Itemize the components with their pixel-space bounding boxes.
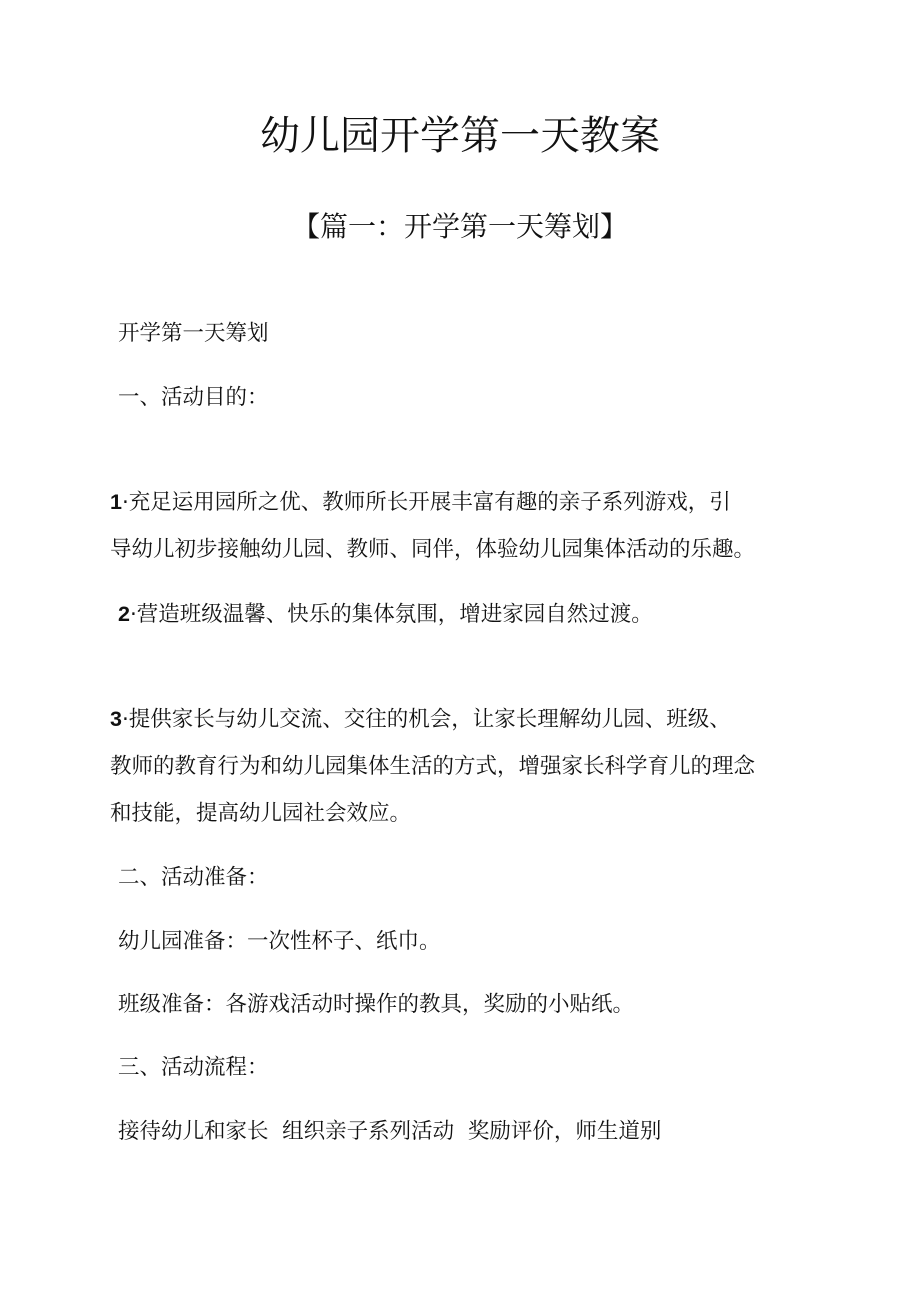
- activity-flow: 接待幼儿和家长 组织亲子系列活动 奖励评价，师生道别: [118, 1119, 662, 1144]
- goal-3-line-1: [110, 703, 731, 736]
- goal-2-number: 2: [118, 602, 130, 626]
- section-heading-preparation: 二、活动准备：: [118, 865, 269, 890]
- goal-1-line-1: [110, 486, 731, 519]
- goal-2-text-1: ·营造班级温馨、快乐的集体氛围，增进家园自然过渡。: [129, 602, 653, 627]
- goal-1-number: 1: [110, 490, 122, 514]
- goal-1-line-2: 导幼儿初步接触幼儿园、教师、同伴，体验幼儿园集体活动的乐趣。: [110, 537, 756, 562]
- document-subtitle: 【篇一：开学第一天筹划】: [291, 210, 628, 243]
- plan-heading: 开学第一天筹划: [118, 321, 269, 346]
- kindergarten-preparation: 幼儿园准备：一次性杯子、纸巾。: [118, 929, 441, 954]
- goal-3-line-2: 教师的教育行为和幼儿园集体生活的方式，增强家长科学育儿的理念: [110, 754, 756, 779]
- goal-3-line-3: 和技能，提高幼儿园社会效应。: [110, 801, 412, 826]
- goal-3-number: 3: [110, 707, 122, 731]
- class-preparation: 班级准备：各游戏活动时操作的教具，奖励的小贴纸。: [118, 992, 635, 1017]
- goal-1-text-1: ·充足运用园所之优、教师所长开展丰富有趣的亲子系列游戏，引: [121, 490, 731, 515]
- section-heading-process: 三、活动流程：: [118, 1055, 269, 1080]
- goal-3-text-1: ·提供家长与幼儿交流、交往的机会，让家长理解幼儿园、班级、: [121, 707, 731, 732]
- document-title: 幼儿园开学第一天教案: [260, 113, 660, 159]
- goal-2-line-1: [118, 598, 653, 631]
- section-heading-goals: 一、活动目的：: [118, 385, 269, 410]
